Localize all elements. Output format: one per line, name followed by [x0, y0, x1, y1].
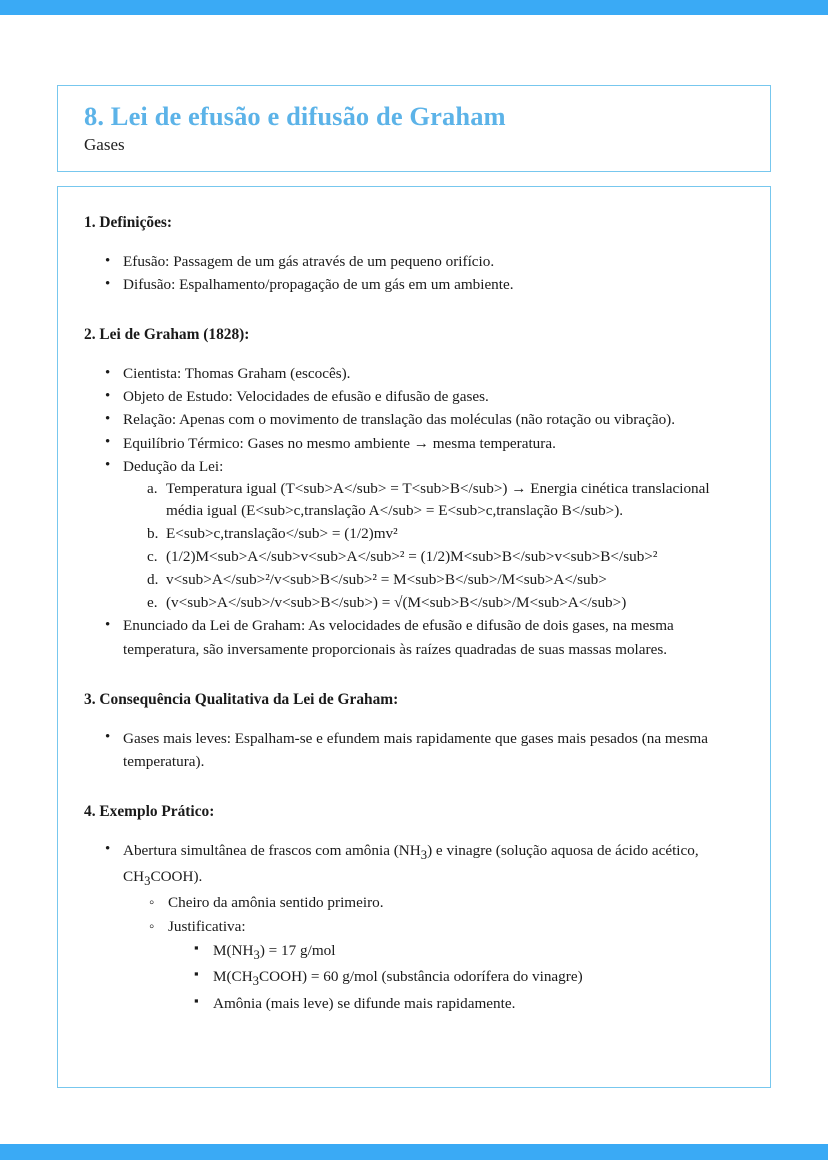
page-subtitle: Gases: [84, 134, 125, 154]
consequencia-list: [84, 727, 744, 773]
list-item: Temperatura igual (T<sub>A</sub> = T<sub>B</sub>) → Energia cinética translacional média igual (E<sub>c,translação A</sub> = E<sub>c,translação B</sub>).: [166, 479, 710, 520]
section-heading-consequencia: 3. Consequência Qualitativa da Lei de Graham:: [84, 690, 399, 708]
list-item: (1/2)M<sub>A</sub>v<sub>A</sub>² = (1/2)M<sub>B</sub>v<sub>B</sub>²: [166, 548, 658, 566]
bottom-accent-bar: [0, 1144, 828, 1160]
document-header-card: [57, 85, 771, 172]
section-heading-lei-graham: 2. Lei de Graham (1828):: [84, 326, 250, 344]
list-item: [105, 455, 744, 615]
page-title: 8. Lei de efusão e difusão de Graham: [84, 101, 506, 131]
deducao-list: [123, 478, 744, 615]
list-item: (v<sub>A</sub>/v<sub>B</sub>) = √(M<sub>B</sub>/M<sub>A</sub>): [166, 593, 627, 611]
list-item: • Cientista: Thomas Graham (escocês).: [105, 362, 744, 385]
list-item: ▪ Amônia (mais leve) se difunde mais rapidamente.: [194, 992, 744, 1016]
justificativa-list: [168, 939, 744, 1016]
list-item: [105, 839, 744, 1016]
section-heading-definicoes: 1. Definições:: [84, 214, 173, 231]
section-heading-exemplo: 4. Exemplo Prático:: [84, 802, 215, 820]
list-item-label: Dedução da Lei:: [123, 457, 224, 475]
list-item-label: Justificativa:: [168, 918, 246, 935]
list-item: • Efusão: Passagem de um gás através de um pequeno orifício.: [105, 250, 744, 273]
list-item: • Difusão: Espalhamento/propagação de um gás em um ambiente.: [105, 273, 744, 296]
list-item: • Gases mais leves: Espalham-se e efundem mais rapidamente que gases mais pesados (na mesma temperatura).: [105, 727, 744, 773]
list-item: v<sub>A</sub>²/v<sub>B</sub>² = M<sub>B</sub>/M<sub>A</sub>: [166, 570, 607, 588]
list-item: ▪ $M(CH_3COOH) = 60$ g/mol (substância odorífera do vinagre): [194, 965, 744, 992]
list-item: ◦ Cheiro da amônia sentido primeiro.: [149, 891, 744, 915]
list-item: • Equilíbrio Térmico: Gases no mesmo ambiente → mesma temperatura.: [105, 432, 744, 455]
list-item: E<sub>c,translação</sub> = (1/2)mv²: [166, 525, 398, 543]
list-item: • Objeto de Estudo: Velocidades de efusão e difusão de gases.: [105, 385, 744, 408]
definicoes-list: [84, 250, 744, 296]
document-content-card: [57, 186, 771, 1088]
top-accent-bar: [0, 0, 828, 15]
list-item: [149, 915, 744, 1015]
lei-graham-list: [84, 362, 744, 660]
list-item: • Enunciado da Lei de Graham: As velocidades de efusão e difusão de dois gases, na mesma temperatura, são inversamente proporcionais às raízes quadradas de suas massas molares.: [105, 614, 744, 660]
list-item: ▪ $M(NH_3) = 17$ g/mol: [194, 939, 744, 966]
list-item: • Relação: Apenas com o movimento de translação das moléculas (não rotação ou vibração).: [105, 408, 744, 431]
document-sheet: [0, 15, 828, 1144]
list-item-label: Abertura simultânea de frascos com amônia $(NH_3)$ e vinagre (solução aquosa de ácido acético, $CH_3COOH$).: [123, 841, 699, 889]
exemplo-sublist: [123, 891, 744, 1015]
exemplo-list: [84, 839, 744, 1016]
